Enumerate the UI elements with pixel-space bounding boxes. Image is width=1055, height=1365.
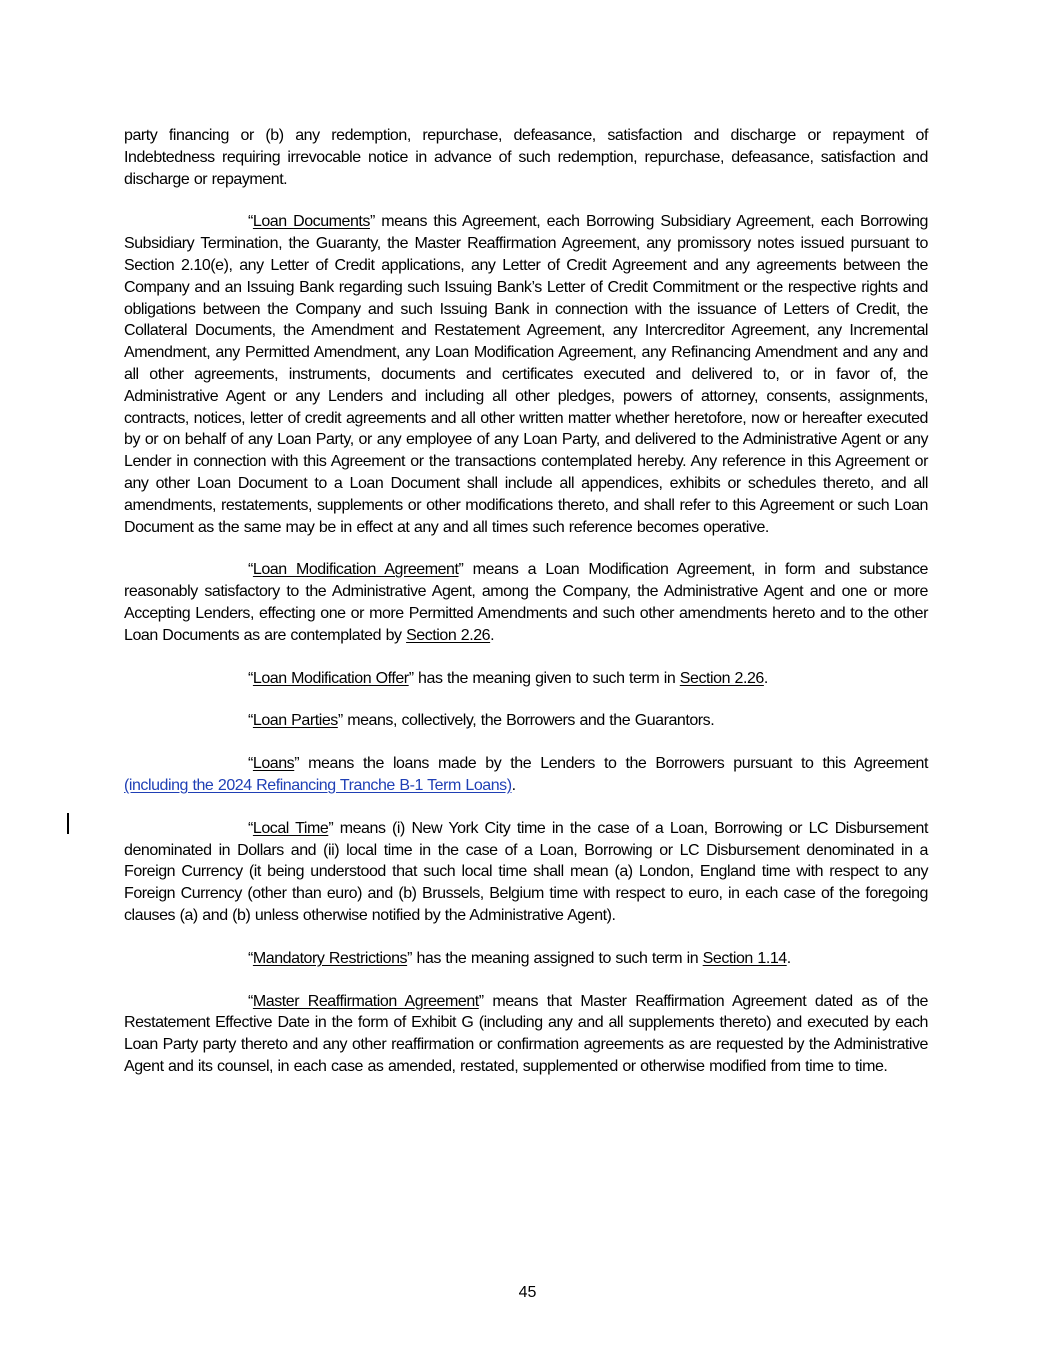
definition-mandatory-restrictions	[124, 948, 928, 970]
definition-text: ” means the loans made by the Lenders to the Borrowers pursuant to this Agreement	[294, 755, 928, 773]
period: .	[511, 776, 516, 794]
definition-loan-parties	[124, 710, 928, 732]
defined-term: Local Time	[252, 819, 329, 837]
defined-term: Loan Documents	[252, 213, 370, 231]
definition-text: ” means (i) New York City time in the case of a Loan, Borrowing or LC Disbursement denominated in Dollars and (ii) local time in the case of a Loan, Borrowing or LC Disbursement denominated in a Foreign Currency (it being understood that such local time shall mean (a) London, England time with respect to any Foreign Currency (other than euro) and (b) Brussels, Belgium time with respect to euro, in each case of the foregoing clauses (a) and (b) unless otherwise notified by the Administrative Agent).	[124, 819, 928, 924]
definition-loan-modification-offer	[124, 668, 928, 690]
period: .	[786, 949, 791, 967]
definition-text: ” has the meaning assigned to such term in	[407, 949, 703, 967]
inserted-text-revision: (including the 2024 Refinancing Tranche B-1 Term Loans)	[124, 776, 512, 794]
definition-text: ” means this Agreement, each Borrowing Subsidiary Agreement, each Borrowing Subsidiary Termination, the Guaranty, the Master Reaffirmation Agreement, any promissory notes issued pursuant to Section 2.10(e), any Letter of Credit applications, any Letter of Credit Agreement and any agreements between the Company and an Issuing Bank regarding such Issuing Bank’s Letter of Credit Commitment or the respective rights and obligations between the Company and such Issuing Bank in connection with the issuance of Letters of Credit, the Collateral Documents, the Amendment and Restatement Agreement, any Intercreditor Agreement, any Incremental Amendment, any Permitted Amendment, any Loan Modification Agreement, any Refinancing Amendment and any and all other agreements, instruments, documents and certificates executed and delivered to, or in favor of, the Administrative Agent or any Lenders and including all other pledges, powers of attorney, consents, assignments, contracts, notices, letter of credit agreements and all other written matter whether heretofore, now or hereafter executed by or on behalf of any Loan Party, or any employee of any Loan Party, and delivered to the Administrative Agent or any Lender in connection with this Agreement or the transactions contemplated hereby. Any reference in this Agreement or any other Loan Document to a Loan Document shall include all appendices, exhibits or schedules thereto, and all amendments, restatements, supplements or other modifications thereto, and shall refer to this Agreement or such Loan Document as the same may be in effect at any and all times such reference becomes operative.	[124, 213, 928, 536]
section-reference: Section 2.26	[406, 626, 491, 644]
open-quote: “	[248, 669, 253, 687]
definition-text: ” means that Master Reaffirmation Agreement dated as of the Restatement Effective Date in the form of Exhibit G (including any and all supplements thereto) and executed by each Loan Party party thereto and any other reaffirmation or confirmation agreements as are requested by the Administrative Agent and its counsel, in each case as amended, restated, supplemented or otherwise modified from time to time.	[124, 992, 928, 1075]
definition-master-reaffirmation-agreement	[124, 991, 928, 1078]
defined-term: Master Reaffirmation Agreement	[252, 992, 479, 1010]
period: .	[763, 669, 768, 687]
paragraph-continuation: party financing or (b) any redemption, repurchase, defeasance, satisfaction and discharge or repayment of Indebtedness requiring irrevocable notice in advance of such redemption, repurchase, defeasance, satisfaction and discharge or repayment.	[124, 127, 928, 188]
period: .	[490, 626, 495, 644]
open-quote: “	[248, 561, 253, 579]
open-quote: “	[248, 712, 253, 730]
page-number: 45	[518, 1284, 537, 1301]
defined-term: Mandatory Restrictions	[252, 949, 408, 967]
open-quote: “	[248, 949, 253, 967]
revision-change-bar	[67, 813, 69, 834]
section-reference: Section 2.26	[679, 669, 764, 687]
open-quote: “	[248, 992, 253, 1010]
definition-loans	[124, 753, 928, 797]
defined-term: Loan Modification Offer	[252, 669, 409, 687]
open-quote: “	[248, 819, 253, 837]
section-reference: Section 1.14	[702, 949, 787, 967]
definition-text: ” means, collectively, the Borrowers and the Guarantors.	[337, 712, 715, 730]
definition-loan-documents	[124, 211, 928, 538]
open-quote: “	[248, 755, 253, 773]
definition-local-time	[124, 818, 928, 927]
definition-loan-modification-agreement	[124, 559, 928, 646]
defined-term: Loan Parties	[252, 712, 338, 730]
defined-term: Loans	[252, 755, 295, 773]
definition-text: ” means a Loan Modification Agreement, in form and substance reasonably satisfactory to the Administrative Agent, among the Company, the Administrative Agent and one or more Accepting Lenders, effecting one or more Permitted Amendments and such other amendments hereto and to the other Loan Documents as are contemplated by	[124, 561, 928, 644]
document-page	[124, 125, 928, 1099]
open-quote: “	[248, 213, 253, 231]
defined-term: Loan Modification Agreement	[252, 561, 459, 579]
definition-text: ” has the meaning given to such term in	[408, 669, 680, 687]
